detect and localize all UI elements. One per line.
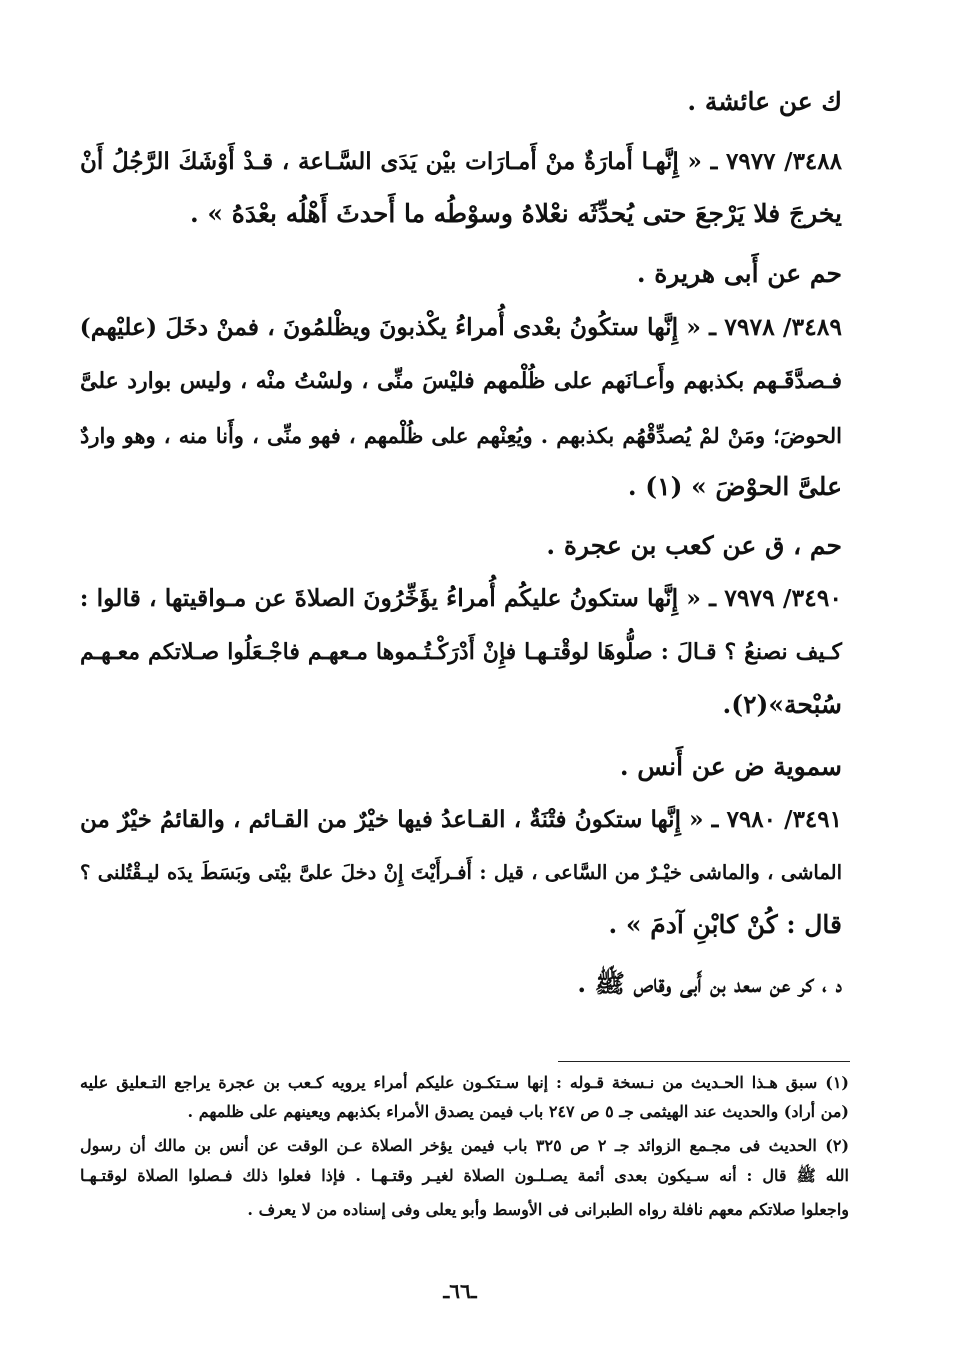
hadith-line: كـيف نصنعُ ؟ قـالَ : صلُّوهَا لوقْتـهـا فإِنْ أَدْرَكْـتُـموها مـعهـم فاجْـعَلُوا صـلاتكم معـهـم [80,639,842,665]
hadith-line: ٣٤٨٩/ ٧٩٧٨ ـ « إِنَّها ستكُونُ بعْدى أُمراءُ يكْذبونَ ويظْلمُونَ ، فمنْ دخَلَ (عليْهم) [79,313,842,341]
hadith-line: ٣٤٩٠/ ٧٩٧٩ ـ « إِنَّها ستكونُ عليكُم أُمراءُ يؤَخِّرُونَ الصلاةَ عن مـواقيتها ، قالوا : [79,584,842,612]
page-number: ـ٦٦ـ [443,1279,477,1303]
source-line: د ، كر عن سعد بن أَبى وقاص ﷺ . [577,969,842,998]
hadith-line: ٣٤٨٨/ ٧٩٧٧ ـ « إِنَّهـا أَمارَةٌ منْ أَمـارَات بيْن يَدَى السَّـاعة ، قـدْ أَوْشَكَ الرَّجُلُ أَنْ [80,148,842,175]
hadith-line: سُبْحة»(٢). [722,690,842,719]
hadith-line: ٣٤٩١/ ٧٩٨٠ ـ « إِنَّها ستكونُ فتْنَةٌ ، القـاعدُ فيها خيْرٌ من القـائم ، والقائمُ خيْرٌ من [80,806,842,833]
footnote-line: (٢) الحديث فى مجـمع الزوائد جـ ٢ ص ٣٢٥ باب فيمن يؤخر الصلاة عـن الوقت عن أنس بن مالك أن رسول [80,1136,850,1155]
source-line: سموية ض عن أَنس . [619,752,842,781]
footnote-line: (١) سبق هـذا الحـديث من نـسخة قـوله : إنها سـتكـون عليكم أمراء يرويه كـعب بن عجرة يراجع التـعليق عليه [80,1073,849,1092]
hadith-line: فـصدَّقَـهم بكذبهم وأَعـانَهم على ظُلْمهم فليْسَ منِّى ، ولسْتُ منْه ، وليس بوارد علىَّ [80,368,842,394]
source-line: ك عن عائشة . [687,87,842,116]
hadith-line: قال : كُنْ كابْنِ آدمَ » . [608,910,842,939]
source-line: حم ، ق عن كعب بن عجرة . [546,531,842,560]
hadith-line: يخرجَ فلا يَرْجعَ حتى يُحدِّثَه نعْلاهُ وسوْطُه ما أَحدثَ أَهْلُه بعْدَهُ » . [190,199,842,228]
footnote-line: (من أراد) والحديث عند الهيثمى جـ ٥ ص ٢٤٧ باب فيمن يصدق الأمراء بكذبهم ويعينهم على ظلمهم . [187,1102,849,1121]
footnote-line: الله ﷺ قال : أنه سـيكون بعدى أئمة يصـلـون الصلاة لغيـر وقتـهـا . فإذا فعلوا ذلك فـصلوا الصلاة لوقتـهـا [80,1166,849,1185]
hadith-line: الحوضَ؛ ومَنْ لمْ يُصدِّقْهُم بكذبهم . ويُعِنْهم على ظُلْمهم ، فهو منِّى ، وأَنا منه ، وهو واردٌ [80,423,842,448]
footnote-divider [558,1061,850,1062]
footnote-line: واجعلوا صلاتكم معهم نافلة رواه الطبرانى فى الأوسط وأبو يعلى وفى إسناده من لا يعرف . [247,1200,849,1219]
hadith-line: علىَّ الحوْضَ » (١) . [627,472,842,501]
hadith-line: الماشى ، والماشى خيْـرٌ من السَّاعى ، قيل : أَفـرأَيْتَ إِنْ دخلَ علىَّ بيْتى وبَسَطَ يدَه ليـقْتُلنى ؟ [80,861,842,884]
source-line: حم عن أَبى هريرة . [636,259,842,288]
